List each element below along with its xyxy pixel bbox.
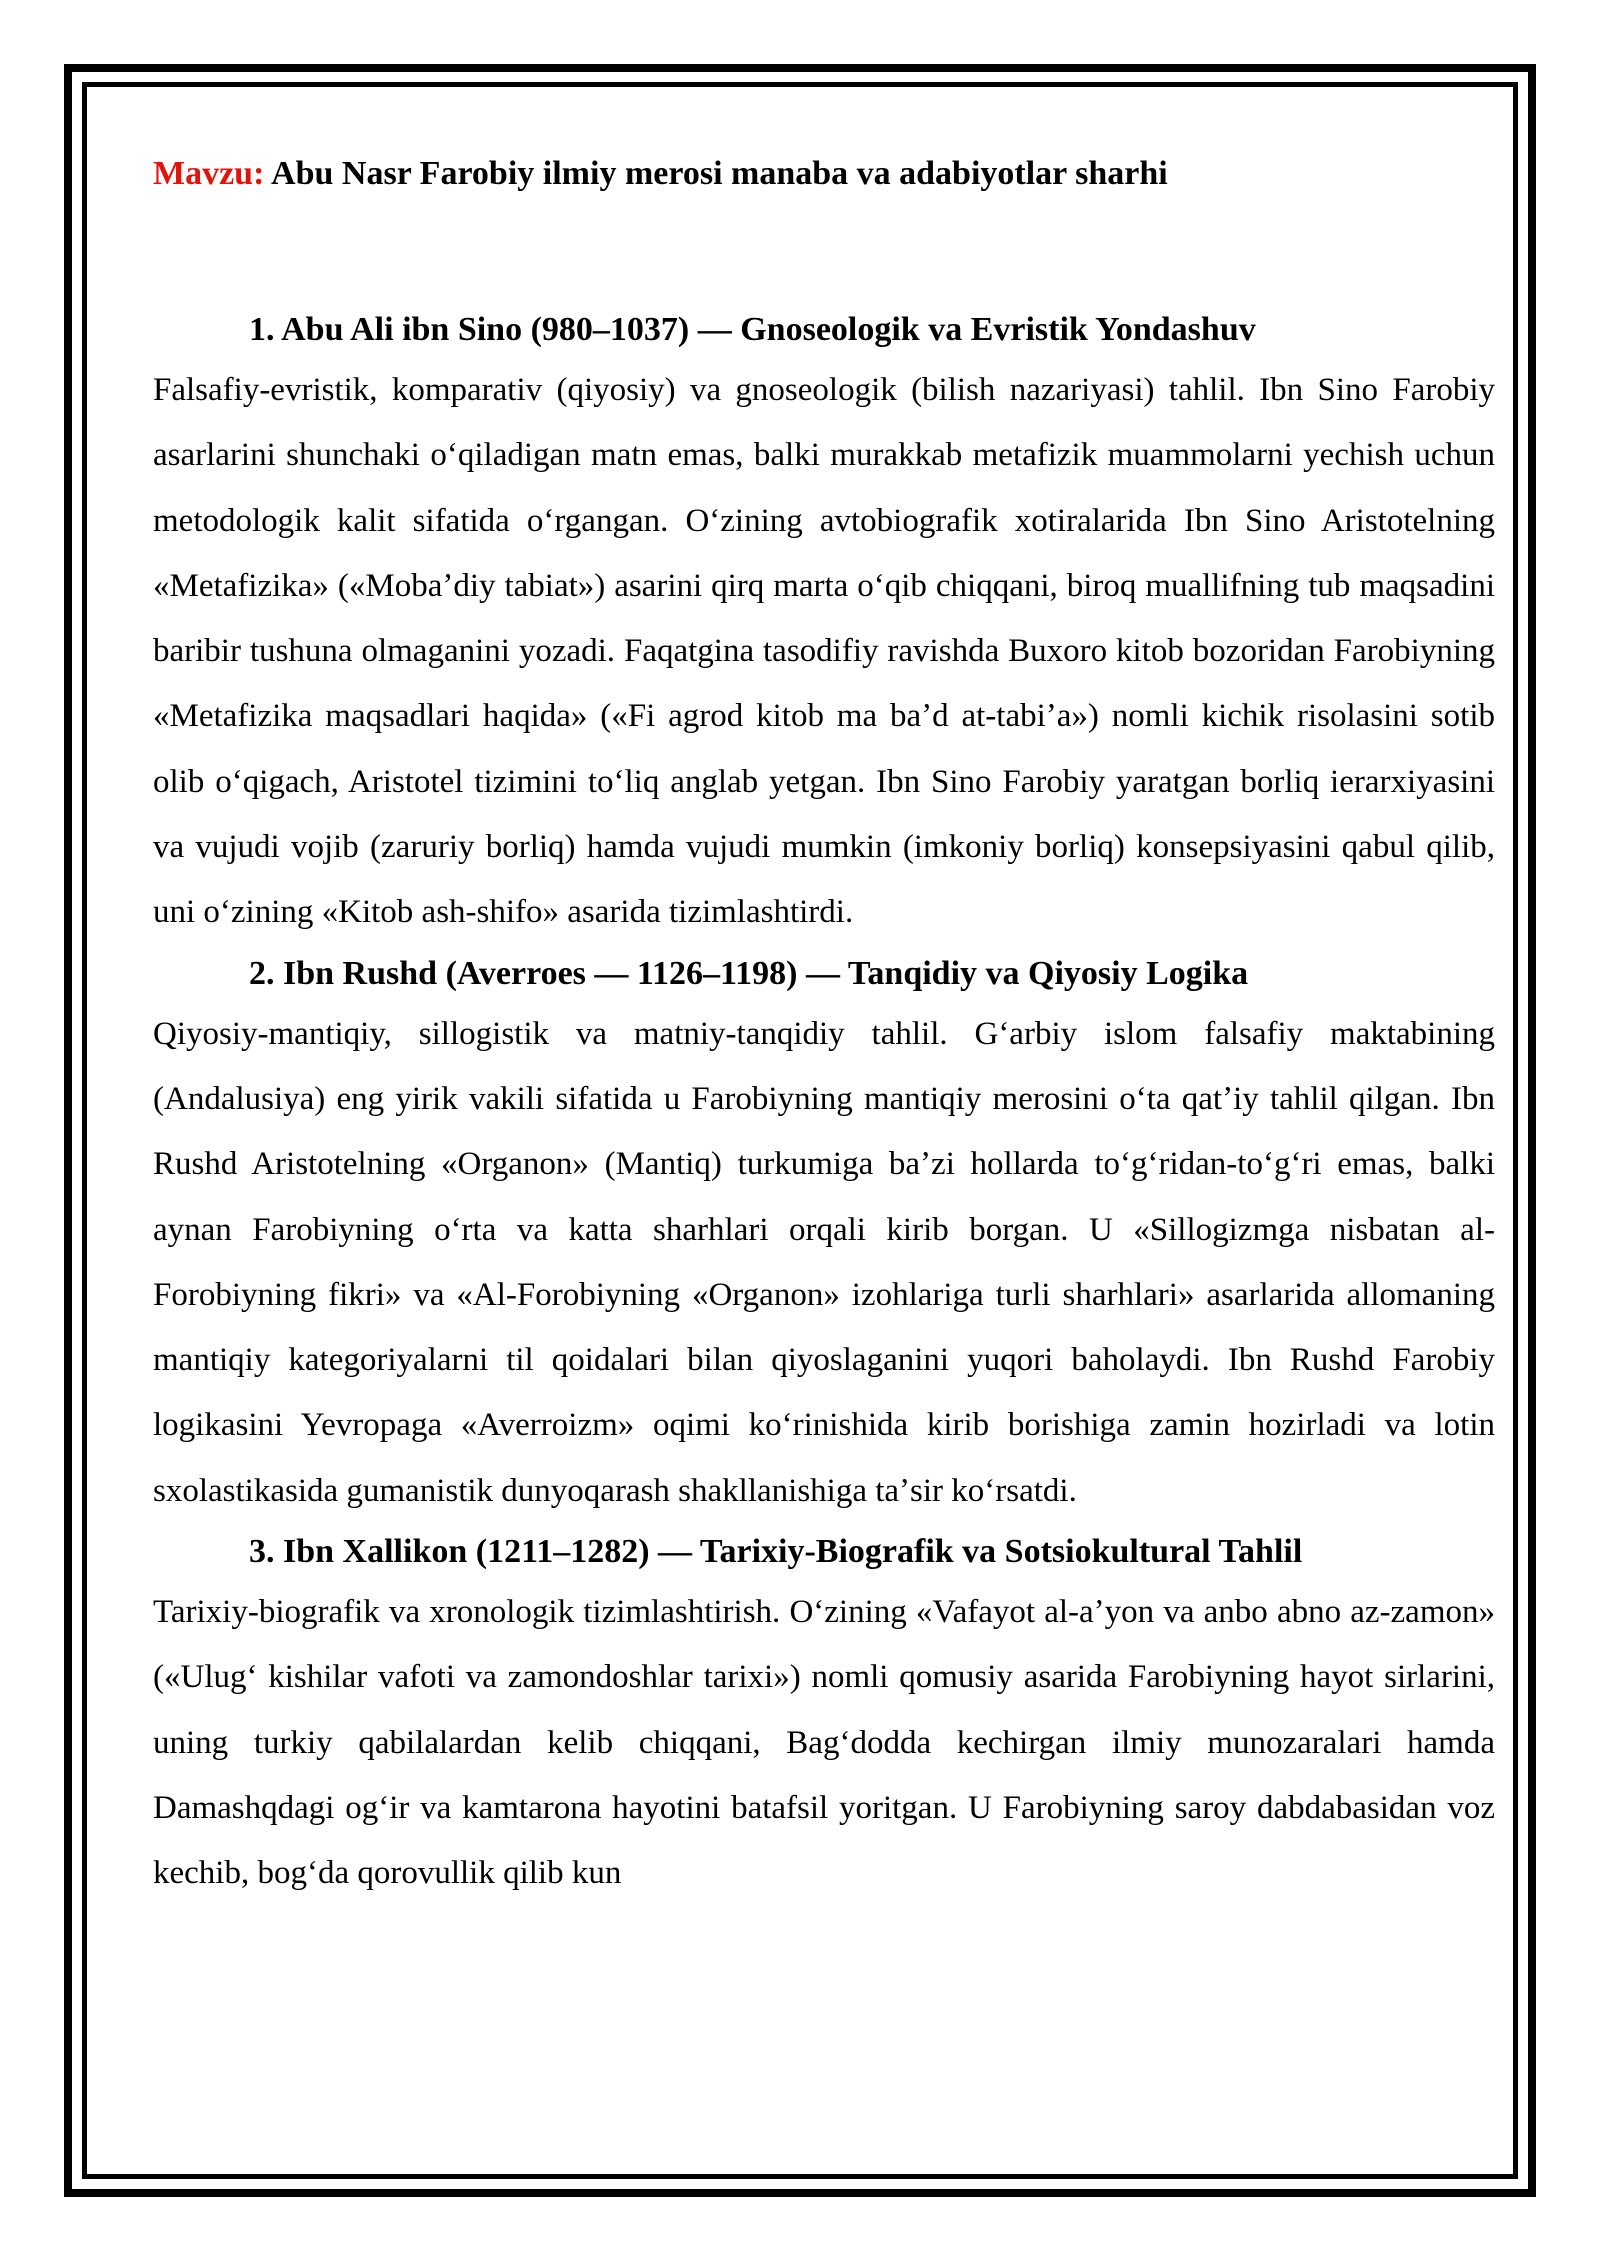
section-paragraph: Tarixiy-biografik va xronologik tizimlashtirish. Oʻzining «Vafayot al-aʼyon va anbo abno az-zamon» («Ulugʻ kishilar vafoti va zamondoshlar tarixi») nomli qomusiy asarida Farobiyning hayot sirlarini, uning turkiy qabilalardan kelib chiqqani, Bagʻdodda kechirgan ilmiy munozaralari hamda Damashqdagi ogʻir va kamtarona hayotini batafsil yoritgan. U Farobiyning saroy dabdabasidan voz kechib, bogʻda qorovullik qilib kun — [153, 1594, 1495, 1892]
section-paragraph: Qiyosiy-mantiqiy, sillogistik va matniy-tanqidiy tahlil. Gʻarbiy islom falsafiy maktabining (Andalusiya) eng yirik vakili sifatida u Farobiyning mantiqiy merosini oʻta qatʼiy tahlil qilgan. Ibn Rushd Aristotelning «Organon» (Mantiq) turkumiga baʼzi hollarda toʻgʻridan-toʻgʻri emas, balki aynan Farobiyning oʻrta va katta sharhlari orqali kirib borgan. U «Sillogizmga nisbatan al-Forobiyning fikri» va «Al-Forobiyning «Organon» izohlariga turli sharhlari» asarlarida allomaning mantiqiy kategoriyalarni til qoidalari bilan qiyoslaganini yuqori baholaydi. Ibn Rushd Farobiy logikasini Yevropaga «Averroizm» oqimi koʻrinishida kirib borishiga zamin hozirladi va lotin sxolastikasida gumanistik dunyoqarash shakllanishiga taʼsir koʻrsatdi. — [153, 1015, 1495, 1509]
section-paragraph: Falsafiy-evristik, komparativ (qiyosiy) va gnoseologik (bilish nazariyasi) tahlil. Ibn Sino Farobiy asarlarini shunchaki oʻqiladigan matn emas, balki murakkab metafizik muammolarni yechish uchun metodologik kalit sifatida oʻrgangan. Oʻzining avtobiografik xotiralarida Ibn Sino Aristotelning «Metafizika» («Mobaʼdiy tabiat») asarini qirq marta oʻqib chiqqani, biroq muallifning tub maqsadini baribir tushuna olmaganini yozadi. Faqatgina tasodifiy ravishda Buxoro kitob bozoridan Farobiyning «Metafizika maqsadlari haqida» («Fi agrod kitob ma baʼd at-tabiʼa») nomli kichik risolasini sotib olib oʻqigach, Aristotel tizimini toʻliq anglab yetgan. Ibn Sino Farobiy yaratgan borliq ierarxiyasini va vujudi vojib (zaruriy borliq) hamda vujudi mumkin (imkoniy borliq) konsepsiyasini qabul qilib, uni oʻzining «Kitob ash-shifo» asarida tizimlashtirdi. — [153, 372, 1495, 931]
section-ibn-sino — [153, 302, 1495, 946]
topic-label: Mavzu: — [153, 155, 265, 192]
topic-title: Abu Nasr Farobiy ilmiy merosi manaba va adabiyotlar sharhi — [271, 155, 1168, 192]
section-heading: 1. Abu Ali ibn Sino (980–1037) — Gnoseologik va Evristik Yondashuv — [249, 311, 1256, 348]
topic-line — [153, 148, 1495, 200]
section-heading: 2. Ibn Rushd (Averroes — 1126–1198) — Tanqidiy va Qiyosiy Logika — [249, 954, 1249, 992]
section-heading: 3. Ibn Xallikon (1211–1282) — Tarixiy-Biografik va Sotsiokultural Tahlil — [249, 1533, 1303, 1571]
topic-spacer — [153, 200, 1495, 302]
section-ibn-xallikon — [153, 1524, 1495, 1906]
document-body — [153, 148, 1495, 1907]
section-ibn-rushd — [153, 946, 1495, 1524]
